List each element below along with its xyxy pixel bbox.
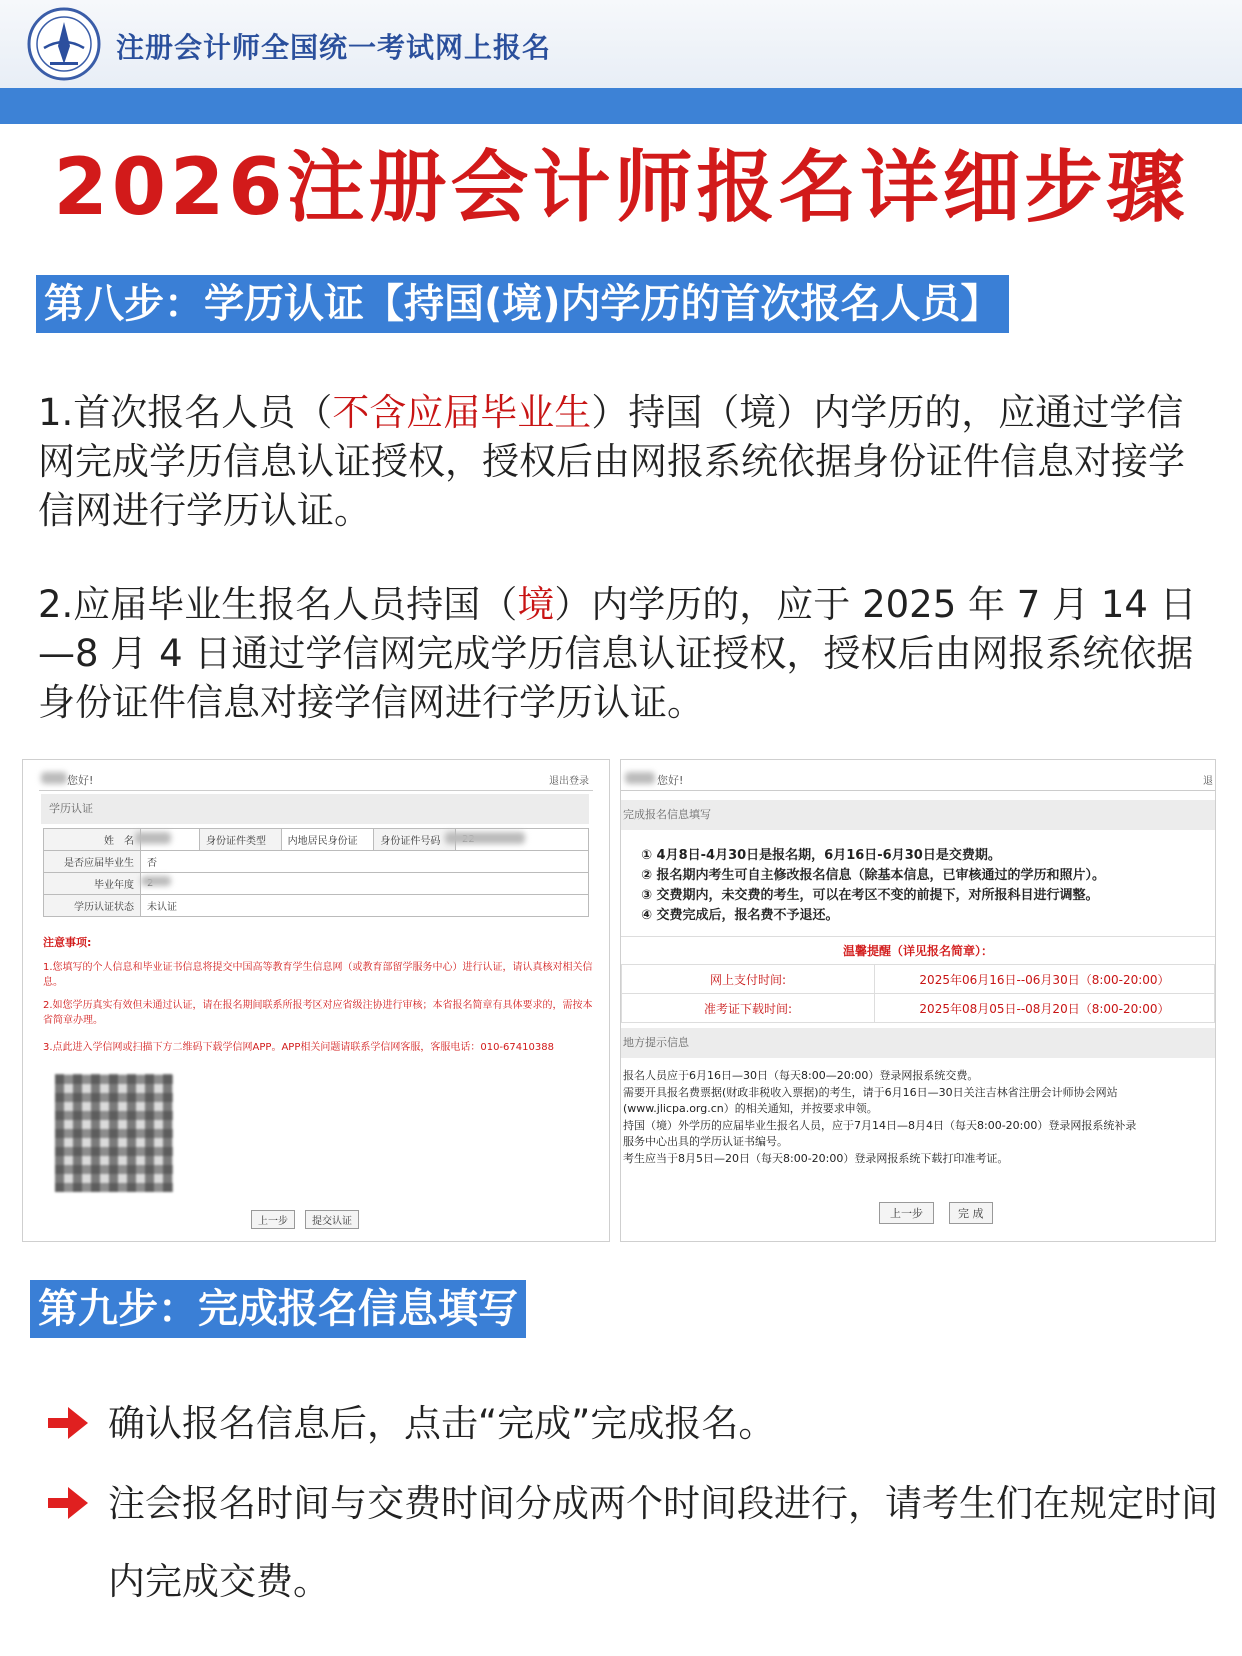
divider [621,790,1215,791]
cell-value: 未认证 [141,895,589,917]
submit-auth-button[interactable]: 提交认证 [305,1210,359,1229]
p2-text-a: 2.应届毕业生报名人员持国（ [38,583,518,626]
p2-text-b: ）内学历的，应于 2025 年 7 月 14 日 —8 月 4 日通过学信网完成学历信息认证授权，授权后由网报系统依据身份证件信息对接学信网进行学历认证。 [38,583,1197,724]
cell-idtype-value: 内地居民身份证 [281,829,374,851]
page-title: 2026注册会计师报名详细步骤 [53,143,1189,233]
local-info-header: 地方提示信息 [621,1028,1215,1058]
step8-paragraph-2 [38,580,1208,727]
table-row [622,994,1215,1023]
reminder-title: 温馨提醒（详见报名简章）： [842,944,993,958]
divider [39,790,593,791]
greeting-text: 您好! [657,774,684,787]
section-header: 学历认证 [41,794,589,824]
site-title: 注册会计师全国统一考试网上报名 [116,31,552,64]
table-row [44,895,589,917]
time-label: 准考证下载时间: [622,994,875,1023]
cell-label: 学历认证状态 [44,895,141,917]
p2-highlight: 境 [517,583,555,626]
time-value: 2025年08月05日--08月20日（8:00-20:00） [875,994,1215,1023]
rule-item: ③ 交费期内，未交费的考生，可以在考区不变的前提下，对所报科目进行调整。 [641,888,1099,903]
rule-item: ① 4月8日-4月30日是报名期，6月16日-6月30日是交费期。 [641,848,1001,863]
red-arrow-icon [46,1483,90,1523]
time-value: 2025年06月16日--06月30日（8:00-20:00） [875,965,1215,994]
note-1: 1.您填写的个人信息和毕业证书信息将提交中国高等教育学生信息网（或教育部留学服务中心）进行认证，请认真核对相关信息。 [43,962,593,988]
divider [621,936,1215,937]
greeting-text: 您好! [67,774,94,787]
blurred-name [625,772,655,784]
prev-step-button[interactable]: 上一步 [251,1210,295,1229]
note-line: 报名人员应于6月16日—30日（每天8:00—20:00）登录网报系统交费。 [623,1069,979,1082]
local-notes [623,1068,1136,1167]
cell-value [141,873,589,895]
bullet-text: 注会报名时间与交费时间分成两个时间段进行，请考生们在规定时间内完成交费。 [108,1482,1218,1603]
header-blue-band [0,88,1242,124]
note-line: (www.jlicpa.org.cn）的相关通知，并按要求申领。 [623,1102,878,1115]
cicpa-logo-icon [26,6,102,82]
prev-step-button[interactable]: 上一步 [879,1202,934,1224]
logout-link[interactable]: 退 [1203,776,1213,787]
notes-title: 注意事项: [43,936,92,949]
qr-code [55,1074,173,1192]
step8-paragraph-1 [38,388,1208,535]
note-3[interactable]: 3.点此进入学信网或扫描下方二维码下载学信网APP。APP相关问题请联系学信网客服，客服电话：010-67410388 [43,1042,554,1053]
cell-label: 是否应届毕业生 [44,851,141,873]
p1-highlight: 不含应届毕业生 [332,391,592,434]
cell-idno-label: 身份证件号码 [374,829,456,851]
cell-value: 否 [141,851,589,873]
blurred-name [41,772,67,784]
rules-list [641,846,1105,926]
note-line: 持国（境）外学历的应届毕业生报名人员，应于7月14日—8月4日（每天8:00-20:00）登录网报系统补录 [623,1118,1137,1132]
education-auth-screenshot [22,759,610,1242]
blurred-name-value [135,832,171,844]
p1-text-b: ）持国（境）内学历的，应通过学信网完成学历信息认证授权，授权后由网报系统依据身份证件信息对接学信网进行学历认证。 [38,391,1185,532]
time-table [621,964,1215,1023]
note-2: 2.如您学历真实有效但未通过认证，请在报名期间联系所报考区对应省级注协进行审核；本省报名简章有具体要求的，需按本省简章办理。 [43,1000,593,1026]
table-row [622,965,1215,994]
section-header: 完成报名信息填写 [621,800,1215,830]
bullet-text: 确认报名信息后，点击“完成”完成报名。 [108,1402,776,1445]
blurred-year [141,876,171,886]
time-label: 网上支付时间: [622,965,875,994]
note-line: 需要开具报名费票据(财政非税收入票据)的考生，请于6月16日—30日关注吉林省注册会计师协会网站 [623,1085,1118,1099]
step9-heading: 第九步：完成报名信息填写 [30,1280,526,1338]
cell-name-label: 姓 名 [44,829,141,851]
cell-idtype-label: 身份证件类型 [200,829,282,851]
p1-text-a: 1.首次报名人员（ [38,391,333,434]
rule-item: ② 报名期内考生可自主修改报名信息（除基本信息，已审核通过的学历和照片）。 [641,868,1106,883]
done-button[interactable]: 完 成 [949,1202,993,1224]
table-row [44,851,589,873]
red-arrow-icon [46,1403,90,1443]
table-row [44,873,589,895]
completion-screenshot [620,759,1216,1242]
note-line: 考生应当于8月5日—20日（每天8:00-20:00）登录网报系统下载打印准考证。 [623,1151,1009,1165]
cell-label: 毕业年度 [44,873,141,895]
blurred-id-number [445,832,525,844]
rule-item: ④ 交费完成后，报名费不予退还。 [641,908,839,923]
step8-heading: 第八步：学历认证【持国(境)内学历的首次报名人员】 [36,275,1009,333]
note-line: 服务中心出具的学历认证书编号。 [623,1135,788,1148]
logout-link[interactable]: 退出登录 [549,776,589,787]
